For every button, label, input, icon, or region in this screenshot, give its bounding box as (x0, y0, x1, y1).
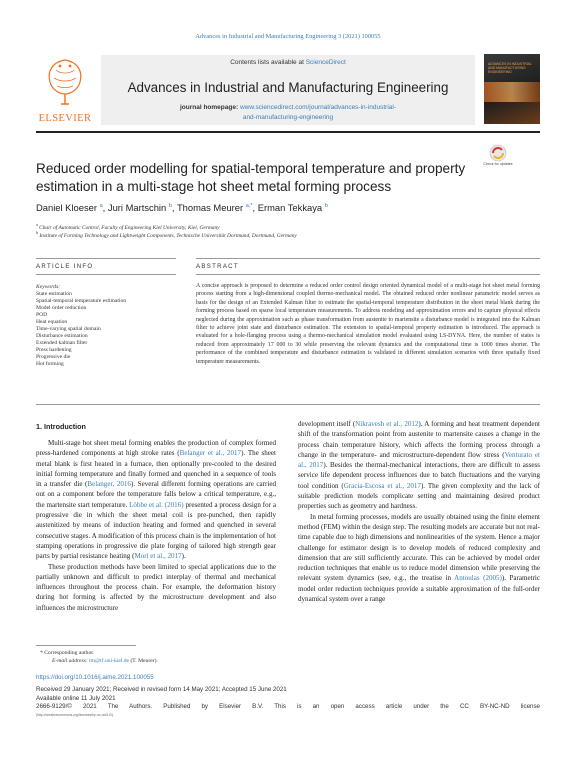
abstract-rule-top (196, 258, 540, 259)
email-suffix: (T. Meurer). (129, 658, 158, 664)
author-affiliation-mark[interactable]: b (168, 202, 172, 209)
citation-link[interactable]: Antoulas (2005) (454, 574, 502, 583)
check-updates-icon (484, 144, 512, 162)
email-link[interactable]: tm@tf.uni-kiel.de (89, 658, 130, 664)
check-for-updates-button[interactable] (484, 144, 512, 172)
paragraph-text: presented a process design for a progressive die in which the sheet metal coil is pre-punched, then rapidly austenitized by means of induction heating and formed and quenched in several consecutive stages. A modification of this process chain is the implementation of hot stamping operations in progressive die plate forging of tailored high strength gear parts by partial resistance heating ( (36, 500, 276, 561)
keyword: Model order reduction (36, 305, 87, 312)
author-name[interactable]: Erman Tekkaya (257, 202, 323, 213)
elsevier-logo[interactable] (36, 54, 94, 124)
cover-title: ADVANCES IN INDUSTRIAL AND MANUFACTURING ENGINEERING (488, 62, 532, 74)
citation-link[interactable]: Belanger, 2016 (87, 480, 131, 489)
paragraph-text: ). Besides the thermal-mechanical interactions, there are difficult to assess service life dependent process influences due to batch fluctuations and the varying tool condition ( (298, 461, 541, 490)
article-info-heading: ARTICLE INFO (36, 263, 94, 270)
citation-link[interactable]: Mori et al., 2017 (134, 552, 182, 561)
email-label: E-mail address: (52, 658, 90, 664)
author-name[interactable]: Daniel Kloeser (36, 202, 97, 213)
keyword: POD (36, 312, 48, 319)
keyword: Disturbance estimation (36, 333, 88, 340)
author-separator: , (252, 202, 258, 213)
affiliation-mark: b (36, 230, 38, 235)
article-title: Reduced order modelling for spatial-temporal temperature and property estimation in a multi-stage hot sheet metal forming process (36, 161, 466, 194)
citation-link[interactable]: Venturato et al., 2017 (298, 450, 540, 470)
homepage-label: journal homepage: (179, 104, 239, 111)
contents-prefix: Contents lists available at (230, 59, 306, 66)
footnote-rule (36, 645, 136, 646)
elsevier-tree-icon (42, 54, 88, 106)
keyword: Heat equation (36, 319, 68, 326)
cover-graphic (484, 82, 540, 102)
keyword: Progressive die (36, 354, 71, 361)
check-updates-label: Check for updates (483, 162, 513, 166)
paragraph-text: development itself ( (298, 420, 356, 428)
paragraph-text: ). (181, 552, 186, 561)
citation-link[interactable]: Löbbe et al. (2016) (129, 500, 184, 509)
affiliation-text: Institute of Forming Technology and Lightweight Components, Technische Universität Dortmund, Dortmund, Germany (39, 232, 297, 239)
citation-link[interactable]: Belanger et al., 2017 (179, 449, 242, 458)
corresponding-author-note: * Corresponding author. (40, 650, 95, 656)
publisher-name: ELSEVIER (38, 113, 92, 124)
author-name[interactable]: Thomas Meurer (176, 202, 244, 213)
article-info-rule-top (36, 258, 176, 259)
author-affiliation-mark[interactable]: a (99, 202, 103, 209)
article-info-rule (36, 274, 176, 275)
online-date: Available online 11 July 2021 (36, 695, 116, 702)
paragraph-text: ). A forming and heat treatment dependent shift of the transformation point from austenite to martensite causes a change in the process chain temperature history, which affects the forming process through a change in the temperature- and microstructure-dependent flow stress ( (298, 420, 541, 459)
paragraph (36, 438, 276, 562)
paragraph-text: Multi-stage hot sheet metal forming enables the production of complex formed press-hardened components at high stroke rates ( (36, 439, 276, 458)
paragraph-text: In metal forming processes, models are usually obtained using the finite element method (FEM) within the design step. The resulting models are accurate but not real-time capable due to high dimensions and nonlinearities of the system. Hence a major challenge for estimator design is to develop models of reduced complexity and dimension that are still sufficiently accurate. This can be achieved by model order reduction techniques that enable us to reduce model dimension while preserving the relevant system dynamics (see, e.g., the treatise in (298, 512, 540, 583)
doi-link[interactable]: https://doi.org/10.1016/j.aime.2021.100055 (36, 674, 154, 681)
body-column-left (36, 438, 276, 613)
email-note (52, 658, 158, 664)
affiliation (36, 230, 540, 239)
affiliation-mark: a (36, 222, 38, 227)
keyword: State estimation (36, 291, 72, 297)
keywords-label: Keywords: (36, 284, 61, 290)
affiliation-text: Chair of Automatic Control, Faculty of Engineering Kiel University, Kiel, Germany (39, 224, 220, 231)
paragraph-text: ). The given complexity and the lack of suitable prediction models complicate setting and maintaining desired product properties such as geometry and hardness. (298, 481, 540, 511)
license-url[interactable]: (http://creativecommons.org/licenses/by-nc-nd/4.0/). (36, 713, 115, 717)
journal-title: Advances in Industrial and Manufacturing Engineering (127, 80, 449, 95)
journal-homepage (101, 103, 475, 122)
keyword: Hot forming (36, 361, 64, 368)
keyword: Extended kalman filter (36, 340, 88, 347)
homepage-url-line2[interactable]: and-manufacturing-engineering (242, 113, 334, 121)
author-separator: , (102, 202, 108, 213)
keyword: Time-varying spatial domain (36, 326, 101, 333)
abstract-heading: ABSTRACT (196, 263, 239, 270)
abstract-rule-bottom (36, 404, 540, 405)
paragraph (298, 512, 540, 605)
author-separator: , (171, 202, 177, 213)
sciencedirect-link[interactable]: ScienceDirect (305, 59, 346, 66)
homepage-url-line1[interactable]: www.sciencedirect.com/journal/advances-in-industrial- (239, 104, 397, 111)
contents-line (101, 59, 475, 66)
journal-reference[interactable]: Advances in Industrial and Manufacturing Engineering 3 (2021) 100055 (195, 33, 381, 40)
citation-link[interactable]: Nikravesh et al., 2012 (355, 420, 419, 428)
license-statement: 2666-9129/© 2021 The Authors. Published by Elsevier B.V. This is an open access article under the CC BY-NC-ND license (36, 703, 540, 710)
author-affiliation-mark[interactable]: b (324, 202, 328, 209)
paragraph-text: ). Several different forming operations are carried out on a component before the temperature falls below a critical temperature, e.g., the martensite start temperature. (36, 480, 276, 509)
received-dates: Received 29 January 2021; Received in revised form 14 May 2021; Accepted 15 June 2021 (36, 686, 287, 693)
author-name[interactable]: Juri Martschin (107, 202, 167, 213)
paragraph-text: ). The sheet metal blank is first heated in a furnace, then optionally pre-cooled to the desired initial forming temperature and finally formed and quenched in a sequence of tools in a transfer die ( (36, 449, 276, 489)
keywords-list (36, 291, 166, 369)
header-divider (36, 131, 540, 133)
abstract-text: A concise approach is proposed to determine a reduced order control design oriented dynamical model of a multi-stage hot sheet metal forming process starting from a high-dimensional coupled thermo-mechanical model. The obtained reduced order nonlinear parametric model serves as basis for the design of an Extended Kalman filter to estimate the spatial-temporal temperature distribution in the sheet metal blank during the forming process based on sparse local temperature measurements. To address modeling and approximation errors and to capture physical effects neglected during the approximation such as phase transformation from austenite to martensite a disturbance model is integrated into the Kalman filter to achieve joint state and disturbance estimation. The extension to spatial-temporal property estimation is introduced. The approach is evaluated for a hole-flanging process using a thermo-mechanical simulation model evaluated using LS-DYNA. Here, the number of states is reduced from approximately 17 000 to 30 while preserving the relevant dynamics and the computational time is 1000 times shorter. The performance of the combined temperature and disturbance estimation is validated in different simulation scenarios with three spatially fixed temperature measurements. (196, 283, 540, 365)
citation-link[interactable]: Gracia-Escosa et al., 2017 (343, 481, 421, 490)
body-column-right (298, 419, 540, 604)
section-heading-introduction: 1. Introduction (36, 422, 86, 431)
author-affiliation-mark[interactable]: a,* (245, 202, 253, 209)
keyword: Press hardening (36, 347, 72, 354)
journal-cover-thumbnail[interactable] (484, 54, 540, 124)
paragraph-text: ). Parametric model order reduction techniques provide a suitable approximation of the full-order dynamical system over a range (298, 574, 540, 604)
abstract-rule (196, 274, 540, 275)
article-dates (36, 685, 540, 694)
paragraph (298, 419, 540, 512)
paragraph: These production methods have been limited to special applications due to the partially unknown and difficult to predict interplay of thermal and mechanical influences throughout the process chain. For example, the deformation history during hot forming is affected by the microstructure development and also influences the microstructure (36, 562, 276, 612)
author-list (36, 202, 540, 213)
keyword: Spatial-temporal temperature estimation (36, 298, 127, 305)
